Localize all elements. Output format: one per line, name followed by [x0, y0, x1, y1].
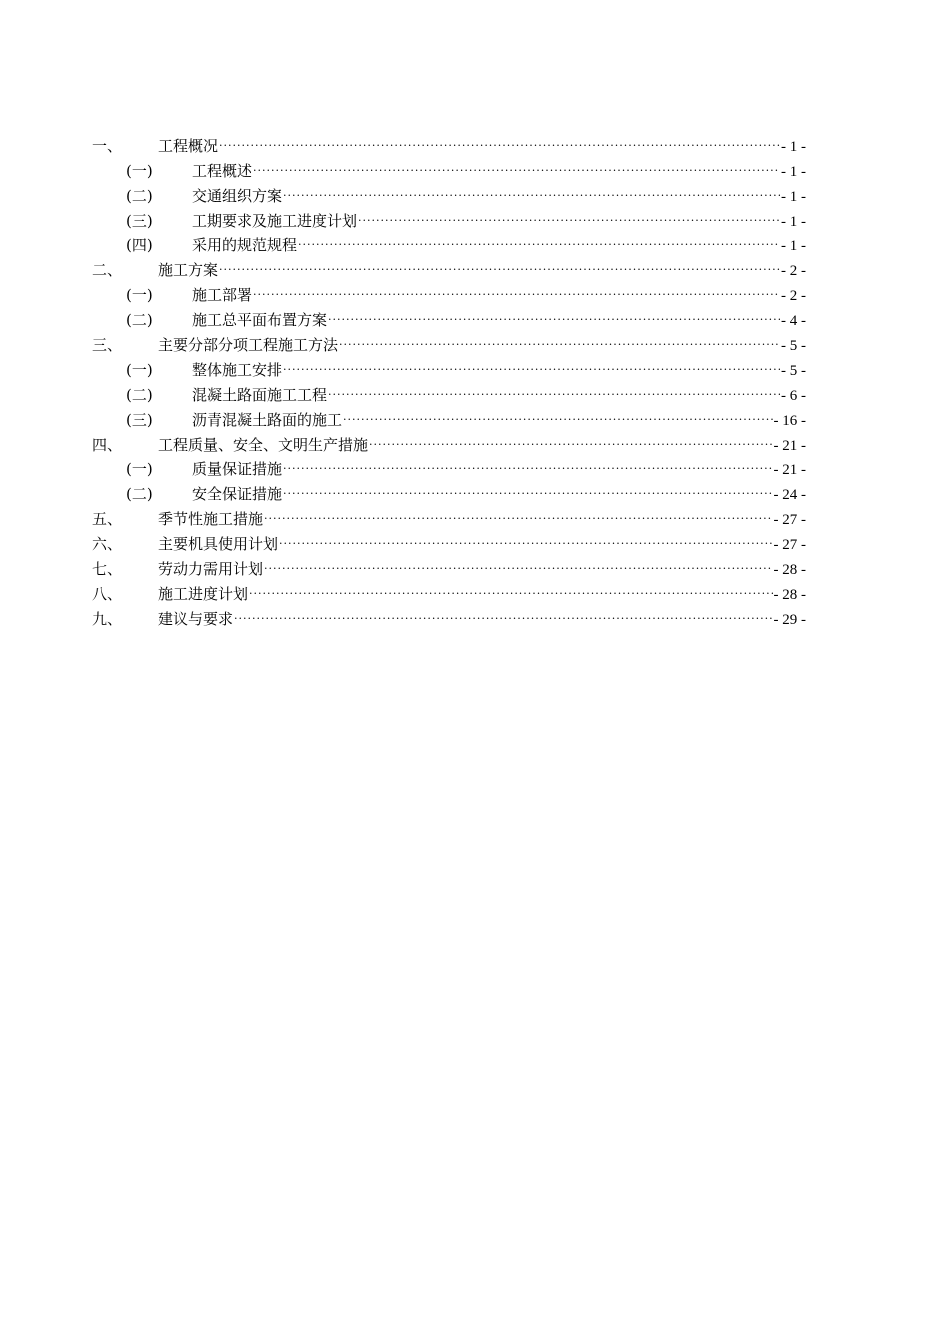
toc-entry-page: - 1 -	[781, 163, 806, 180]
toc-entry-number: (一)	[126, 360, 153, 379]
toc-dot-leader	[283, 474, 772, 499]
toc-entry-number: 二、	[92, 261, 123, 280]
toc-entry-number: 八、	[92, 584, 123, 603]
toc-entry-page: - 1 -	[781, 138, 806, 155]
toc-entry-number: (三)	[126, 410, 153, 429]
toc-dot-leader	[298, 226, 780, 251]
toc-entry-page: - 16 -	[773, 412, 806, 429]
toc-entry-title: 施工总平面布置方案	[192, 311, 328, 330]
toc-entry-number: (二)	[126, 485, 153, 504]
table-of-contents	[92, 126, 806, 628]
toc-entry-page: - 6 -	[781, 387, 806, 404]
toc-entry-page: - 2 -	[781, 288, 806, 305]
toc-entry-number: (三)	[126, 211, 153, 230]
toc-entry-title: 工期要求及施工进度计划	[192, 211, 358, 230]
toc-dot-leader	[328, 300, 780, 325]
toc-entry-page: - 1 -	[781, 188, 806, 205]
toc-entry-title: 交通组织方案	[192, 186, 283, 205]
toc-entry-title: 施工进度计划	[158, 584, 249, 603]
toc-entry-page: - 5 -	[781, 362, 806, 379]
toc-entry[interactable]	[92, 126, 806, 155]
toc-entry-number: (四)	[126, 236, 153, 255]
toc-dot-leader	[283, 176, 780, 201]
toc-dot-leader	[249, 574, 772, 599]
toc-entry-number: (二)	[126, 385, 153, 404]
toc-entry-page: - 21 -	[773, 462, 806, 479]
toc-entry-page: - 28 -	[773, 586, 806, 603]
toc-dot-leader	[328, 375, 780, 400]
toc-entry-title: 混凝土路面施工工程	[192, 385, 328, 404]
toc-entry-page: - 5 -	[781, 338, 806, 355]
toc-entry-number: 九、	[92, 609, 123, 628]
toc-dot-leader	[369, 425, 772, 450]
toc-entry-number: 七、	[92, 560, 123, 579]
toc-entry-title: 建议与要求	[158, 609, 234, 628]
toc-entry-number: 五、	[92, 510, 123, 529]
toc-dot-leader	[253, 151, 780, 176]
toc-entry-title: 工程概述	[192, 161, 253, 180]
toc-dot-leader	[283, 450, 772, 475]
toc-entry-page: - 1 -	[781, 213, 806, 230]
toc-dot-leader	[343, 400, 772, 425]
toc-entry-number: 四、	[92, 435, 123, 454]
toc-dot-leader	[358, 201, 780, 226]
toc-entry-number: (一)	[126, 161, 153, 180]
toc-entry-page: - 1 -	[781, 238, 806, 255]
toc-dot-leader	[264, 549, 772, 574]
toc-entry-title: 主要分部分项工程施工方法	[158, 336, 339, 355]
toc-entry-page: - 29 -	[773, 611, 806, 628]
toc-entry-number: (一)	[126, 460, 153, 479]
toc-entry-title: 劳动力需用计划	[158, 560, 264, 579]
toc-entry-title: 工程质量、安全、文明生产措施	[158, 435, 369, 454]
toc-entry-page: - 28 -	[773, 562, 806, 579]
toc-dot-leader	[219, 126, 780, 151]
toc-entry-page: - 24 -	[773, 487, 806, 504]
toc-entry-title: 施工部署	[192, 286, 253, 305]
toc-entry-number: (二)	[126, 186, 153, 205]
toc-entry-title: 安全保证措施	[192, 485, 283, 504]
toc-entry-title: 施工方案	[158, 261, 219, 280]
toc-dot-leader	[339, 325, 780, 350]
toc-entry-title: 整体施工安排	[192, 360, 283, 379]
toc-entry-page: - 21 -	[773, 437, 806, 454]
toc-entry-number: (二)	[126, 311, 153, 330]
toc-entry-page: - 27 -	[773, 512, 806, 529]
toc-dot-leader	[234, 599, 772, 624]
toc-dot-leader	[253, 275, 780, 300]
toc-entry-title: 工程概况	[158, 136, 219, 155]
toc-entry-page: - 2 -	[781, 263, 806, 280]
toc-dot-leader	[264, 499, 772, 524]
toc-entry-title: 主要机具使用计划	[158, 535, 279, 554]
toc-entry-number: 一、	[92, 136, 123, 155]
toc-dot-leader	[279, 524, 772, 549]
toc-dot-leader	[219, 250, 780, 275]
toc-entry-number: 三、	[92, 336, 123, 355]
toc-entry-title: 采用的规范规程	[192, 236, 298, 255]
toc-entry-page: - 27 -	[773, 537, 806, 554]
toc-dot-leader	[283, 350, 780, 375]
toc-entry-page: - 4 -	[781, 313, 806, 330]
toc-entry-title: 季节性施工措施	[158, 510, 264, 529]
toc-entry-number: (一)	[126, 286, 153, 305]
toc-entry-title: 沥青混凝土路面的施工	[192, 410, 343, 429]
toc-entry-number: 六、	[92, 535, 123, 554]
toc-entry-title: 质量保证措施	[192, 460, 283, 479]
